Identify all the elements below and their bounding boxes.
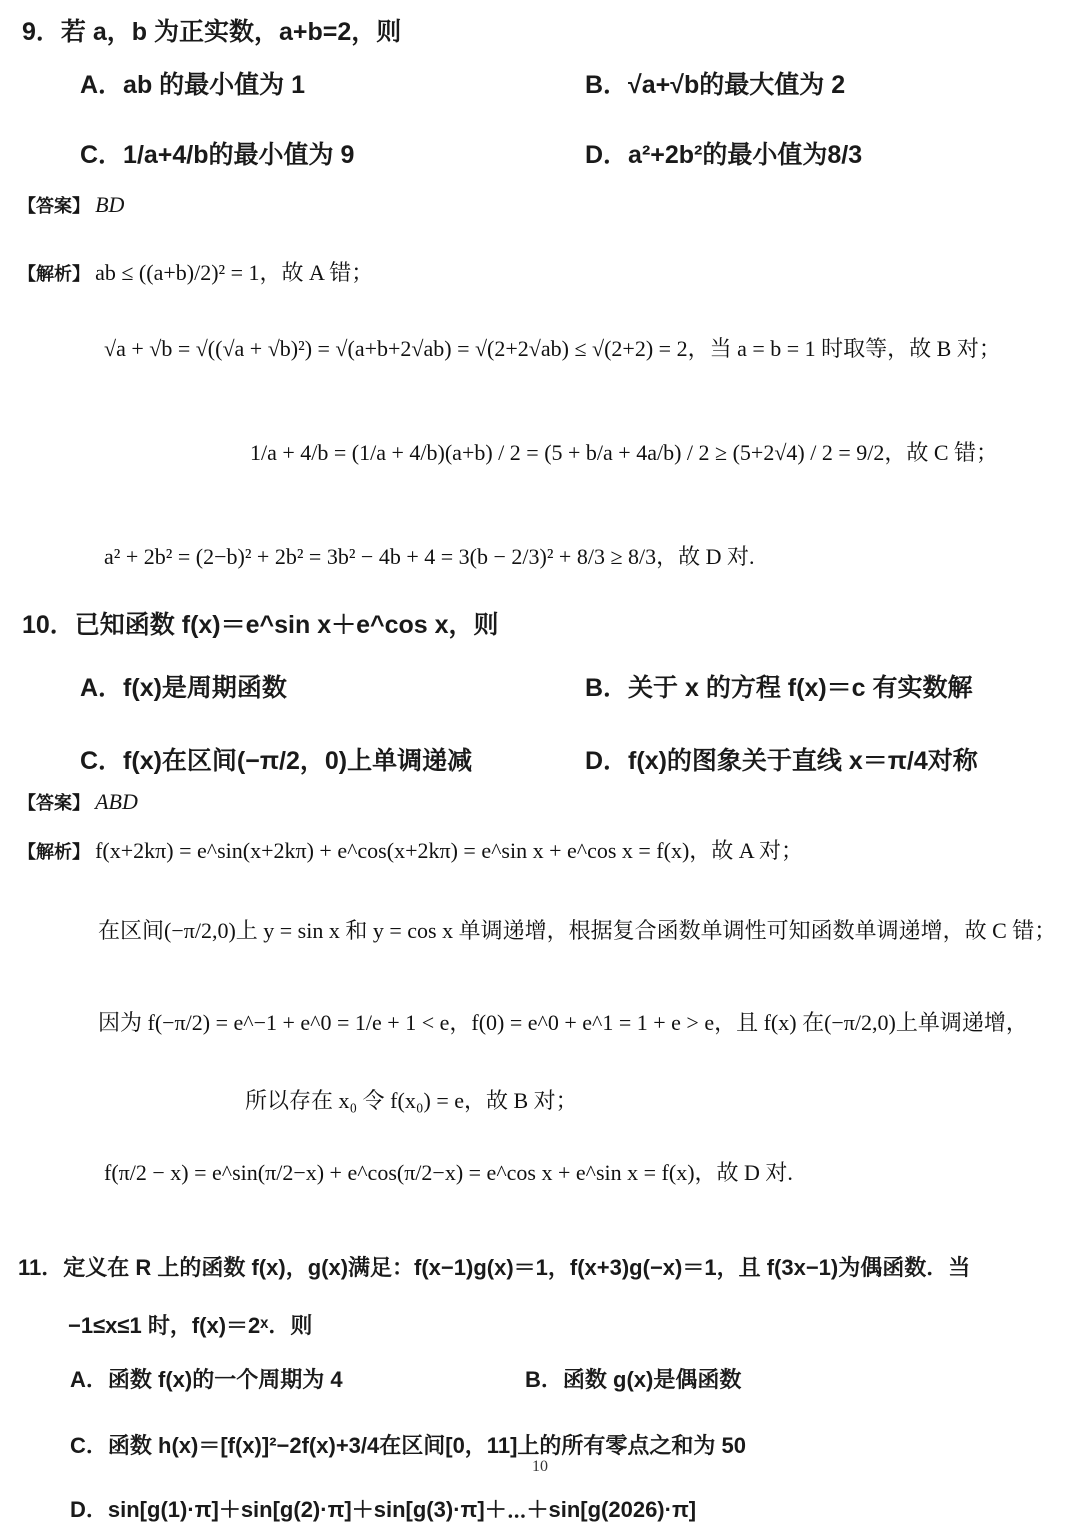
q11-option-d: D．sin[g(1)·π]＋sin[g(2)·π]＋sin[g(3)·π]＋⋯＋sin[g(2026)·π] bbox=[70, 1497, 697, 1522]
q10-analysis-line-3: 因为 f(−π/2) = e^−1 + e^0 = 1/e + 1 < e，f(0) = e^0 + e^1 = 1 + e > e，且 f(x) 在(−π/2,0)上单调递增， bbox=[98, 1010, 1028, 1035]
analysis-label: 【解析】 bbox=[18, 264, 90, 284]
q10-analysis-line-1: f(x+2kπ) = e^sin(x+2kπ) + e^cos(x+2kπ) = e^sin x + e^cos x = f(x)，故 A 对； bbox=[95, 838, 803, 863]
q11-option-b: B．函数 g(x)是偶函数 bbox=[525, 1367, 742, 1392]
q11-option-a: A．函数 f(x)的一个周期为 4 bbox=[70, 1367, 343, 1392]
q9-analysis-line-3: 1/a + 4/b = (1/a + 4/b)(a+b) / 2 = (5 + b/a + 4a/b) / 2 ≥ (5+2√4) / 2 = 9/2，故 C 错； bbox=[250, 440, 999, 465]
q10-stem: 10．已知函数 f(x)＝e^sin x＋e^cos x，则 bbox=[22, 611, 499, 639]
q10-option-d: D．f(x)的图象关于直线 x＝π/4对称 bbox=[585, 747, 978, 775]
q10-analysis-line-2: 在区间(−π/2,0)上 y = sin x 和 y = cos x 单调递增，根据复合函数单调性可知函数单调递增，故 C 错； bbox=[98, 918, 1057, 943]
q9-option-a: A．ab 的最小值为 1 bbox=[80, 71, 306, 99]
analysis-label: 【解析】 bbox=[18, 842, 90, 862]
q10-option-a: A．f(x)是周期函数 bbox=[80, 674, 287, 702]
q9-answer-row bbox=[18, 192, 124, 218]
q11-option-c: C．函数 h(x)＝[f(x)]²−2f(x)+3/4在区间[0，11]上的所有零点之和为 50 bbox=[70, 1433, 746, 1458]
q11-stem-line-1: 11．定义在 R 上的函数 f(x)，g(x)满足：f(x−1)g(x)＝1，f(x+3)g(−x)＝1，且 f(3x−1)为偶函数．当 bbox=[18, 1255, 971, 1280]
q11-stem-line-2: −1≤x≤1 时，f(x)＝2ˣ．则 bbox=[68, 1313, 313, 1338]
q9-option-d: D．a²+2b²的最小值为8/3 bbox=[585, 141, 863, 169]
page-number: 10 bbox=[532, 1458, 548, 1475]
q10-option-c: C．f(x)在区间(−π/2，0)上单调递减 bbox=[80, 747, 473, 775]
answer-label: 【答案】 bbox=[18, 196, 90, 216]
q9-stem: 9．若 a，b 为正实数，a+b=2，则 bbox=[22, 18, 402, 46]
q10-analysis-line-4: 所以存在 x₀ 令 f(x₀) = e，故 B 对； bbox=[245, 1088, 578, 1113]
q10-option-b: B．关于 x 的方程 f(x)＝c 有实数解 bbox=[585, 674, 973, 702]
q9-answer: BD bbox=[95, 192, 125, 217]
q10-analysis-row bbox=[18, 834, 803, 865]
q9-analysis-line-1: ab ≤ ((a+b)/2)² = 1，故 A 错； bbox=[95, 260, 374, 285]
q9-analysis-row bbox=[18, 256, 373, 287]
q9-analysis-line-4: a² + 2b² = (2−b)² + 2b² = 3b² − 4b + 4 = 3(b − 2/3)² + 8/3 ≥ 8/3，故 D 对. bbox=[104, 544, 755, 569]
q10-answer: ABD bbox=[95, 789, 138, 814]
answer-label: 【答案】 bbox=[18, 793, 90, 813]
q10-answer-row bbox=[18, 789, 138, 815]
q10-analysis-line-5: f(π/2 − x) = e^sin(π/2−x) + e^cos(π/2−x) = e^cos x + e^sin x = f(x)，故 D 对. bbox=[104, 1160, 793, 1185]
q9-analysis-line-2: √a + √b = √((√a + √b)²) = √(a+b+2√ab) = √(2+2√ab) ≤ √(2+2) = 2，当 a = b = 1 时取等，故 B 对； bbox=[104, 336, 1001, 361]
q9-option-b: B．√a+√b的最大值为 2 bbox=[585, 71, 846, 99]
q9-option-c: C．1/a+4/b的最小值为 9 bbox=[80, 141, 355, 169]
